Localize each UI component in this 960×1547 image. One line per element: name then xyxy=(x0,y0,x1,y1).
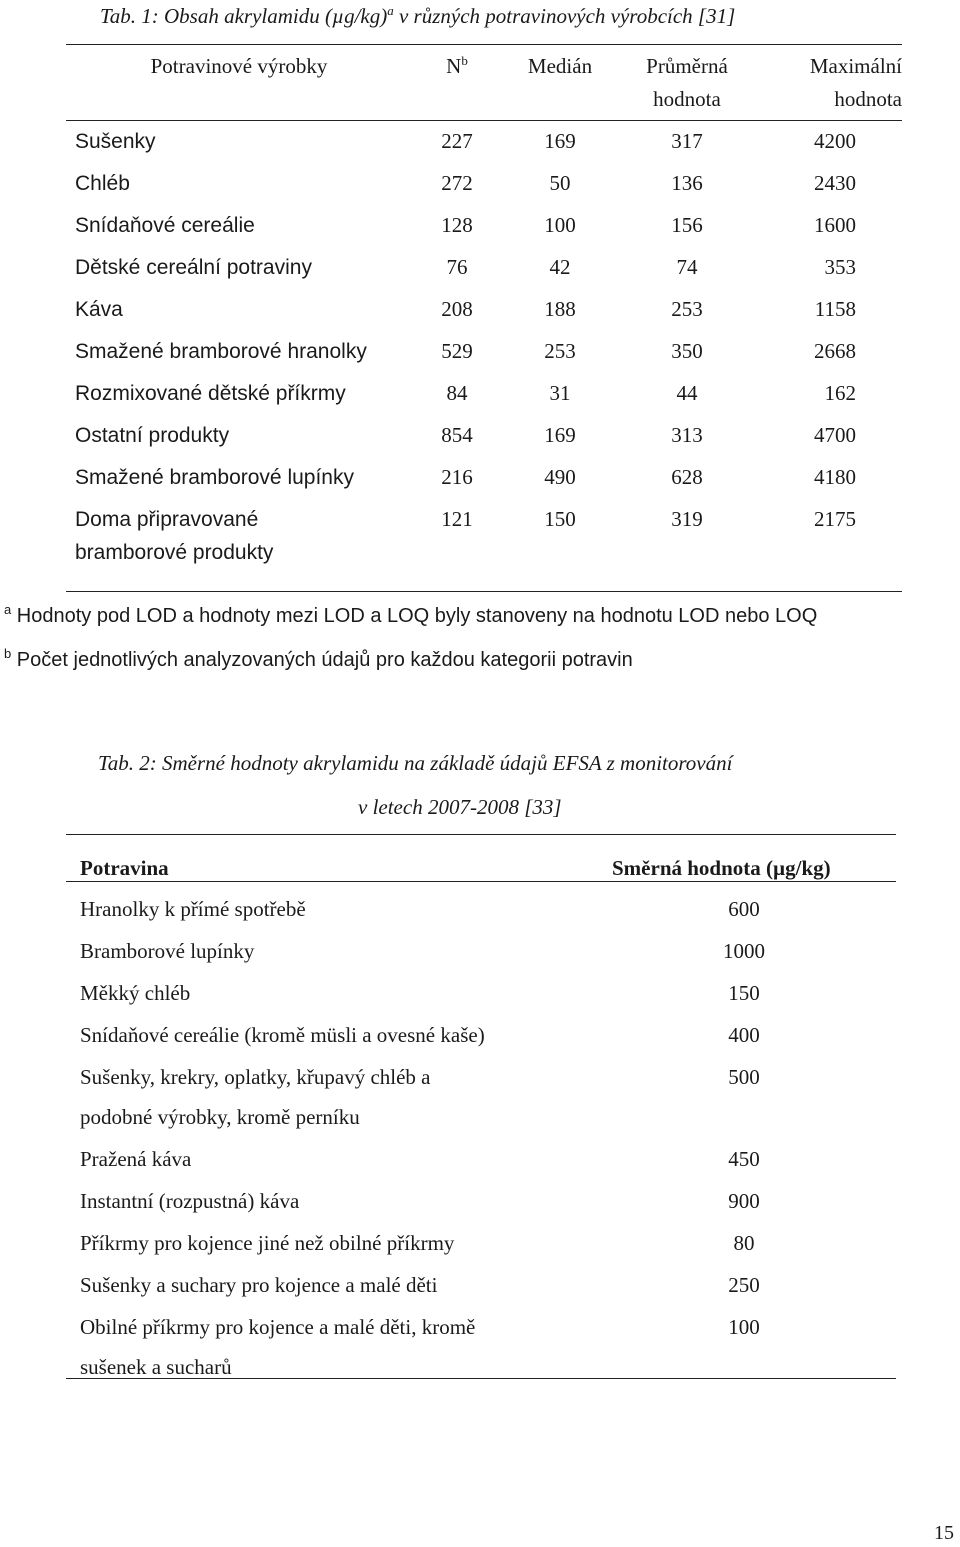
table-row xyxy=(66,331,902,373)
table-row xyxy=(66,121,902,163)
median-cell: 490 xyxy=(544,465,576,489)
max-cell: 4200 xyxy=(814,129,856,154)
header-max-line1: Maximální xyxy=(809,53,902,78)
table-row xyxy=(66,415,902,457)
table2-value-cell: 400 xyxy=(728,1023,760,1047)
max-cell: 4700 xyxy=(814,423,856,447)
footnote-b xyxy=(4,646,633,672)
table2-food-cell: Sušenky, krekry, oplatky, křupavý chléb a xyxy=(80,1065,431,1089)
table2-food-cell: Hranolky k přímé spotřebě xyxy=(80,897,306,921)
n-cell: 84 xyxy=(446,381,468,405)
product-cell: Káva xyxy=(75,297,123,321)
footnote-a-mark: a xyxy=(4,602,12,617)
table1-caption xyxy=(100,3,735,29)
product-cell: Rozmixované dětské příkrmy xyxy=(75,381,346,405)
n-cell: 216 xyxy=(441,465,473,489)
median-cell: 169 xyxy=(544,423,576,447)
table2-food-cell: Pražená káva xyxy=(80,1147,192,1171)
median-cell: 188 xyxy=(544,297,576,321)
table2-value-cell: 80 xyxy=(733,1231,755,1255)
table2-food-cell: Snídaňové cereálie (kromě müsli a ovesné kaše) xyxy=(80,1023,485,1047)
table-row xyxy=(66,163,902,205)
product-cell: Snídaňové cereálie xyxy=(75,213,255,237)
table2-food-cell: Příkrmy pro kojence jiné než obilné příkrmy xyxy=(80,1231,455,1255)
max-cell: 2430 xyxy=(814,171,856,195)
max-cell: 2175 xyxy=(814,507,856,531)
table1-body xyxy=(66,121,902,581)
median-cell: 253 xyxy=(544,339,576,363)
table1-header-row xyxy=(66,45,902,79)
table2-value-cell: 250 xyxy=(728,1273,760,1297)
mean-cell: 74 xyxy=(676,255,698,279)
table2-value-cell: 500 xyxy=(728,1065,760,1089)
mean-cell: 313 xyxy=(671,423,703,447)
table2-value-cell: 150 xyxy=(728,981,760,1005)
header-mean-line2: hodnota xyxy=(653,86,721,111)
n-cell: 128 xyxy=(441,213,473,237)
table1-bottom-rule xyxy=(66,591,902,592)
table2-header-food: Potravina xyxy=(80,856,169,880)
header-n-sup: b xyxy=(461,52,468,68)
table2-value-cell: 450 xyxy=(728,1147,760,1171)
header-median: Medián xyxy=(527,53,593,78)
n-cell: 208 xyxy=(441,297,473,321)
n-cell: 272 xyxy=(441,171,473,195)
table-row xyxy=(66,205,902,247)
n-cell: 529 xyxy=(441,339,473,363)
mean-cell: 156 xyxy=(671,213,703,237)
median-cell: 150 xyxy=(544,507,576,531)
product-cell: Dětské cereální potraviny xyxy=(75,255,312,279)
footnote-a-text: Hodnoty pod LOD a hodnoty mezi LOD a LOQ byly stanoveny na hodnotu LOD nebo LOQ xyxy=(16,605,818,627)
table2-value-cell: 100 xyxy=(728,1315,760,1339)
n-cell: 854 xyxy=(441,423,473,447)
table2-food-cell: Bramborové lupínky xyxy=(80,939,255,963)
table2-header-rule xyxy=(66,881,896,882)
mean-cell: 350 xyxy=(671,339,703,363)
product-cell: Doma připravované xyxy=(75,507,259,531)
header-product: Potravinové výrobky xyxy=(150,53,328,78)
table-row xyxy=(66,289,902,331)
table-row-continuation xyxy=(66,541,902,581)
header-n xyxy=(412,45,502,79)
footnote-b-text: Počet jednotlivých analyzovaných údajů pro každou kategorii potravin xyxy=(16,649,633,671)
table2-value-cell: 1000 xyxy=(723,939,765,963)
mean-cell: 44 xyxy=(676,381,698,405)
page-number: 15 xyxy=(934,1522,954,1544)
table2-value-cell: 900 xyxy=(728,1189,760,1213)
footnote-b-mark: b xyxy=(4,646,12,661)
product-cell: Ostatní produkty xyxy=(75,423,230,447)
median-cell: 169 xyxy=(544,129,576,154)
table2-top-rule xyxy=(66,834,896,835)
table2-header-value: Směrná hodnota (µg/kg) xyxy=(612,856,831,880)
table2-food-cell-continuation: podobné výrobky, kromě perníku xyxy=(80,1105,360,1129)
median-cell: 100 xyxy=(544,213,576,237)
table1-caption-suffix: v různých potravinových výrobcích [31] xyxy=(393,4,736,28)
header-max-line2: hodnota xyxy=(834,86,902,111)
table2-food-cell-continuation: sušenek a sucharů xyxy=(80,1355,232,1379)
product-cell: Smažené bramborové hranolky xyxy=(75,339,367,363)
header-n-text: N xyxy=(446,53,462,78)
table2-food-cell: Sušenky a suchary pro kojence a malé děti xyxy=(80,1273,438,1297)
table2-value-cell: 600 xyxy=(728,897,760,921)
mean-cell: 253 xyxy=(671,297,703,321)
n-cell: 76 xyxy=(446,255,468,279)
median-cell: 42 xyxy=(549,255,571,279)
table1-header-row-2 xyxy=(66,79,902,121)
max-cell: 162 xyxy=(824,381,856,405)
table2-caption-line1: Tab. 2: Směrné hodnoty akrylamidu na základě údajů EFSA z monitorování xyxy=(98,751,733,775)
product-cell: Smažené bramborové lupínky xyxy=(75,465,354,489)
mean-cell: 319 xyxy=(671,507,703,531)
median-cell: 50 xyxy=(549,171,571,195)
table-row xyxy=(66,457,902,499)
median-cell: 31 xyxy=(549,381,571,405)
product-cell: Chléb xyxy=(75,171,130,195)
product-cell: Sušenky xyxy=(75,129,156,153)
table-row xyxy=(66,247,902,289)
header-mean-line1: Průměrná xyxy=(646,53,728,78)
table1-caption-prefix: Tab. 1: Obsah akrylamidu (µg/kg) xyxy=(100,4,388,28)
table2-food-cell: Instantní (rozpustná) káva xyxy=(80,1189,300,1213)
table1-caption-sup: a xyxy=(387,3,394,18)
table2-food-cell: Obilné příkrmy pro kojence a malé děti, kromě xyxy=(80,1315,476,1339)
max-cell: 4180 xyxy=(814,465,856,489)
max-cell: 2668 xyxy=(814,339,856,363)
mean-cell: 136 xyxy=(671,171,703,195)
table2-food-cell: Měkký chléb xyxy=(80,981,191,1005)
table-row xyxy=(66,499,902,541)
max-cell: 353 xyxy=(824,255,856,279)
mean-cell: 317 xyxy=(671,129,703,154)
table1 xyxy=(66,44,902,581)
footnote-a xyxy=(4,602,818,628)
max-cell: 1600 xyxy=(814,213,856,237)
table-row xyxy=(66,373,902,415)
product-cell-continuation: bramborové produkty xyxy=(75,540,274,564)
max-cell: 1158 xyxy=(814,297,856,321)
mean-cell: 628 xyxy=(671,465,703,489)
n-cell: 227 xyxy=(441,129,473,154)
table2-caption-line2: v letech 2007-2008 [33] xyxy=(358,795,562,819)
n-cell: 121 xyxy=(441,507,473,531)
